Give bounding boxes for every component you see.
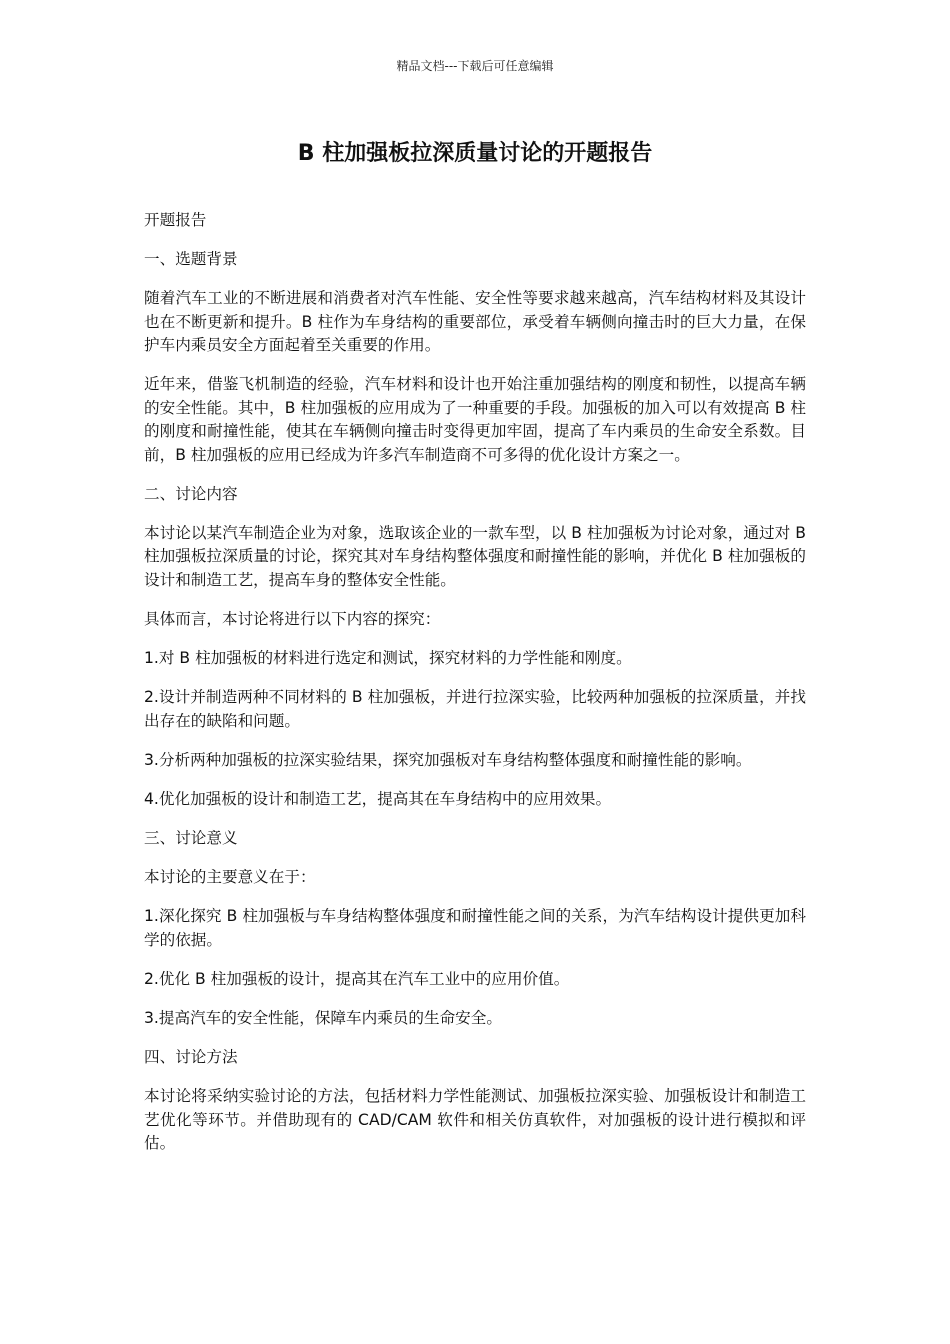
paragraph: 本讨论的主要意义在于： — [144, 868, 316, 887]
list-item: 2.优化 B 柱加强板的设计，提高其在汽车工业中的应用价值。 — [144, 969, 570, 988]
section-heading: 三、讨论意义 — [144, 829, 238, 848]
list-item: 1.深化探究 B 柱加强板与车身结构整体强度和耐撞性能之间的关系，为汽车结构设计提供更加科学的依据。 — [144, 907, 806, 949]
page-header: 精品文档---下载后可任意编辑 — [396, 59, 554, 73]
paragraph: 本讨论以某汽车制造企业为对象，选取该企业的一款车型，以 B 柱加强板为讨论对象，通过对 B 柱加强板拉深质量的讨论，探究其对车身结构整体强度和耐撞性能的影响，并优化 B 柱加强板的设计和制造工艺，提高车身的整体安全性能。 — [144, 523, 806, 589]
list-item: 1.对 B 柱加强板的材料进行选定和测试，探究材料的力学性能和刚度。 — [144, 649, 632, 668]
paragraph: 具体而言，本讨论将进行以下内容的探究： — [144, 610, 441, 629]
list-item: 2.设计并制造两种不同材料的 B 柱加强板，并进行拉深实验，比较两种加强板的拉深质量，并找出存在的缺陷和问题。 — [144, 688, 806, 730]
list-item: 3.提高汽车的安全性能，保障车内乘员的生命安全。 — [144, 1008, 502, 1027]
section-heading: 二、讨论内容 — [144, 484, 238, 503]
paragraph: 开题报告 — [144, 211, 207, 229]
paragraph: 随着汽车工业的不断进展和消费者对汽车性能、安全性等要求越来越高，汽车结构材料及其设计也在不断更新和提升。B 柱作为车身结构的重要部位，承受着车辆侧向撞击时的巨大力量，在保护车内乘员安全方面起着至关重要的作用。 — [144, 289, 806, 355]
section-heading: 四、讨论方法 — [144, 1048, 238, 1066]
paragraph: 近年来，借鉴飞机制造的经验，汽车材料和设计也开始注重加强结构的刚度和韧性，以提高车辆的安全性能。其中，B 柱加强板的应用成为了一种重要的手段。加强板的加入可以有效提高 B 柱的刚度和耐撞性能，使其在车辆侧向撞击时变得更加牢固，提高了车内乘员的生命安全系数。目前，B 柱加强板的应用已经成为许多汽车制造商不可多得的优化设计方案之一。 — [144, 375, 806, 464]
section-heading: 一、选题背景 — [144, 250, 238, 269]
list-item: 3.分析两种加强板的拉深实验结果，探究加强板对车身结构整体强度和耐撞性能的影响。 — [144, 750, 752, 769]
paragraph: 本讨论将采纳实验讨论的方法，包括材料力学性能测试、加强板拉深实验、加强板设计和制造工艺优化等环节。并借助现有的 CAD/CAM 软件和相关仿真软件，对加强板的设计进行模拟和评估。 — [144, 1087, 806, 1153]
list-item: 4.优化加强板的设计和制造工艺，提高其在车身结构中的应用效果。 — [144, 789, 612, 808]
document-title: B 柱加强板拉深质量讨论的开题报告 — [297, 141, 653, 166]
document-body — [144, 209, 806, 1171]
